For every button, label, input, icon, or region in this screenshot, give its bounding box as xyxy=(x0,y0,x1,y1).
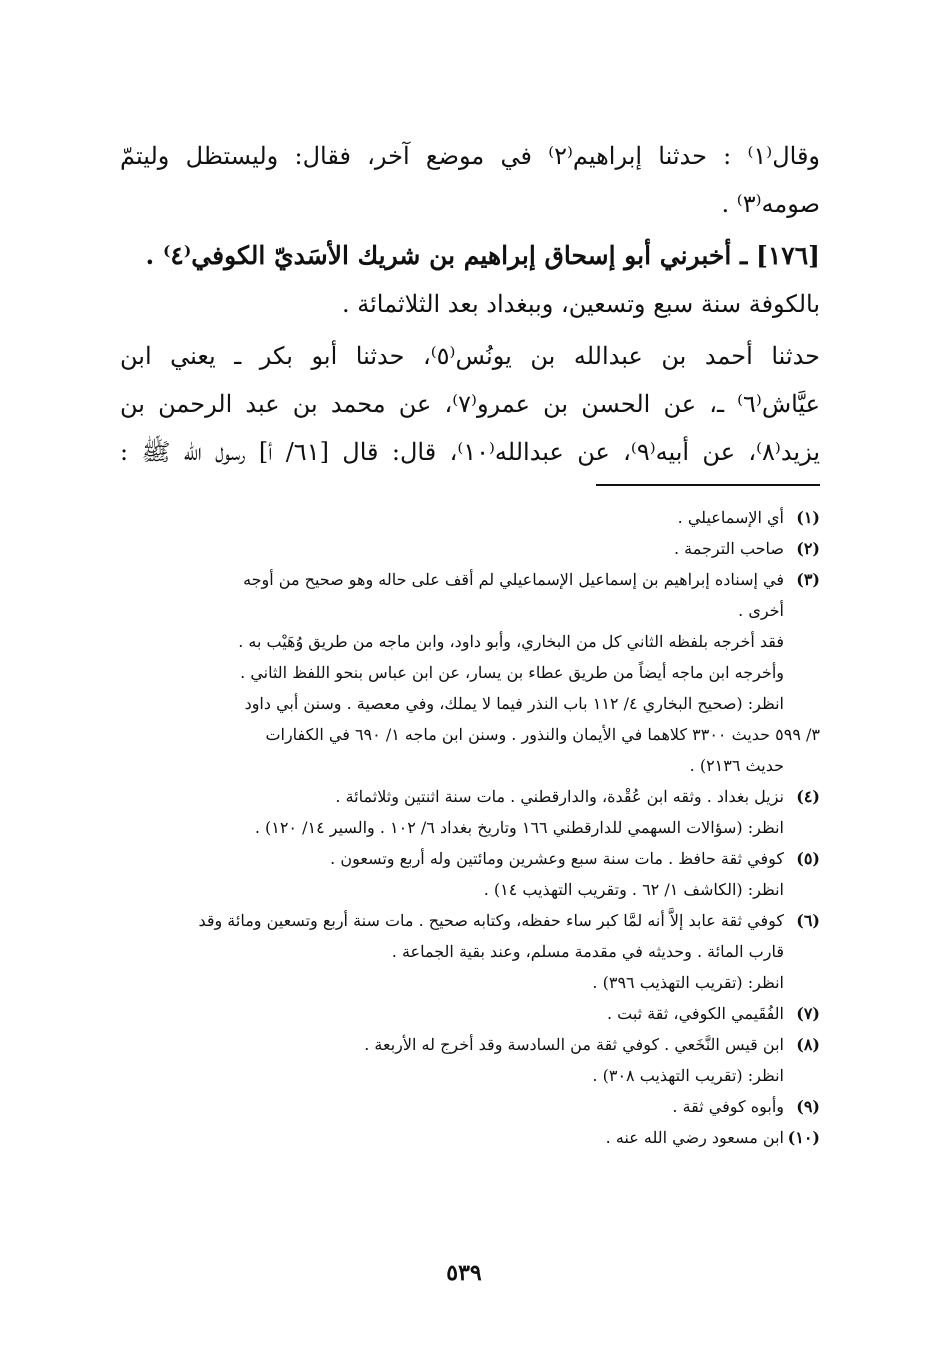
footnote-number: (٢) xyxy=(796,539,820,558)
footnote-detail: انظر: (تقريب التهذيب ٣٠٨) . xyxy=(592,1066,784,1085)
body-line: يزيد⁽٨⁾، عن أبيه⁽٩⁾، عن عبدالله⁽١٠⁾، قال: قال [٦١/ أ] رسول الله ﷺ : xyxy=(120,438,820,466)
footnote-item xyxy=(120,905,820,936)
footnote-number: (١) xyxy=(796,508,820,527)
footnote-continuation: قارب المائة . وحديثه في مقدمة مسلم، وعند بقية الجماعة . xyxy=(391,942,784,961)
footnote-item xyxy=(120,1091,820,1122)
footnote-text: كوفي ثقة حافظ . مات سنة سبع وعشرين ومائتين وله أربع وتسعون . xyxy=(330,849,784,868)
hadith-heading: [١٧٦] ـ أخبرني أبو إسحاق إبراهيم بن شريك الأسَديّ الكوفي⁽٤⁾ . xyxy=(145,241,820,270)
footnote-continuation: ٣/ ٥٩٩ حديث ٣٣٠٠ كلاهما في الأيمان والنذور . وسنن ابن ماجه ١/ ٦٩٠ في الكفارات xyxy=(265,725,820,744)
page-number: ٥٣٩ xyxy=(446,1260,482,1286)
footnote-continuation: حديث ٢١٣٦) . xyxy=(689,756,784,775)
footnote-item xyxy=(120,502,820,533)
footnote-text: كوفي ثقة عابد إلاَّ أنه لمَّا كبر ساء حفظه، وكتابه صحيح . مات سنة أربع وتسعين ومائة وقد xyxy=(198,911,784,930)
footnote-item xyxy=(120,998,820,1029)
footnote-detail: وأخرجه ابن ماجه أيضاً من طريق عطاء بن يسار، عن ابن عباس بنحو اللفظ الثاني . xyxy=(240,663,784,682)
footnote-detail: انظر: (صحيح البخاري ٤/ ١١٢ باب النذر فيما لا يملك، وفي معصية . وسنن أبي داود xyxy=(244,694,784,713)
footnote-number: (٣) xyxy=(796,570,820,589)
footnote-text: في إسناده إبراهيم بن إسماعيل الإسماعيلي لم أقف على حاله وهو صحيح من أوجه xyxy=(243,570,784,589)
footnote-detail: انظر: (سؤالات السهمي للدارقطني ١٦٦ وتاريخ بغداد ٦/ ١٠٢ . والسير ١٤/ ١٢٠) . xyxy=(254,818,784,837)
body-line: عيَّاش⁽٦⁾ ـ، عن الحسن بن عمرو⁽٧⁾، عن محمد بن عبد الرحمن بن xyxy=(120,390,820,418)
footnote-item xyxy=(120,533,820,564)
body-line: وقال⁽١⁾ : حدثنا إبراهيم⁽٢⁾ في موضع آخر، فقال: وليستظل وليتمّ xyxy=(120,142,820,170)
footnote-number: (٨) xyxy=(796,1035,820,1054)
footnote-text: ابن مسعود رضي الله عنه . xyxy=(605,1128,784,1147)
footnote-text: ابن قيس النَّخَعي . كوفي ثقة من السادسة وقد أخرج له الأربعة . xyxy=(364,1035,784,1054)
footnote-detail: انظر: (الكاشف ١/ ٦٢ . وتقريب التهذيب ١٤) . xyxy=(483,880,784,899)
footnote-item xyxy=(120,781,820,812)
footnote-text: الفُقَيمي الكوفي، ثقة ثبت . xyxy=(606,1004,784,1023)
footnote-item xyxy=(120,564,820,595)
footnote-text: صاحب الترجمة . xyxy=(673,539,784,558)
footnote-detail: فقد أخرجه بلفظه الثاني كل من البخاري، وأبو داود، وابن ماجه من طريق وُهَيْب به . xyxy=(238,632,784,651)
footnote-number: (٤) xyxy=(796,787,820,806)
footnote-item xyxy=(120,843,820,874)
footnote-number: (٦) xyxy=(796,911,820,930)
footnote-item xyxy=(120,1029,820,1060)
footnote-number: (١٠) xyxy=(787,1128,820,1147)
footnote-continuation: أخرى . xyxy=(738,601,784,620)
body-line: حدثنا أحمد بن عبدالله بن يونُس⁽٥⁾، حدثنا أبو بكر ـ يعني ابن xyxy=(120,342,820,370)
footnote-text: أي الإسماعيلي . xyxy=(677,508,784,527)
footnote-detail: انظر: (تقريب التهذيب ٣٩٦) . xyxy=(592,973,784,992)
main-text xyxy=(120,132,820,476)
footnote-separator xyxy=(596,484,820,486)
footnotes xyxy=(120,502,820,1153)
footnote-text: نزيل بغداد . وثقه ابن عُقْدة، والدارقطني . مات سنة اثنتين وثلاثمائة . xyxy=(335,787,784,806)
footnote-number: (٩) xyxy=(796,1097,820,1116)
body-line: صومه⁽٣⁾ . xyxy=(721,190,820,218)
footnote-number: (٥) xyxy=(796,849,820,868)
footnote-text: وأبوه كوفي ثقة . xyxy=(672,1097,784,1116)
footnote-number: (٧) xyxy=(796,1004,820,1023)
footnote-item xyxy=(120,1122,820,1153)
body-line: بالكوفة سنة سبع وتسعين، وببغداد بعد الثلاثمائة . xyxy=(341,290,820,318)
